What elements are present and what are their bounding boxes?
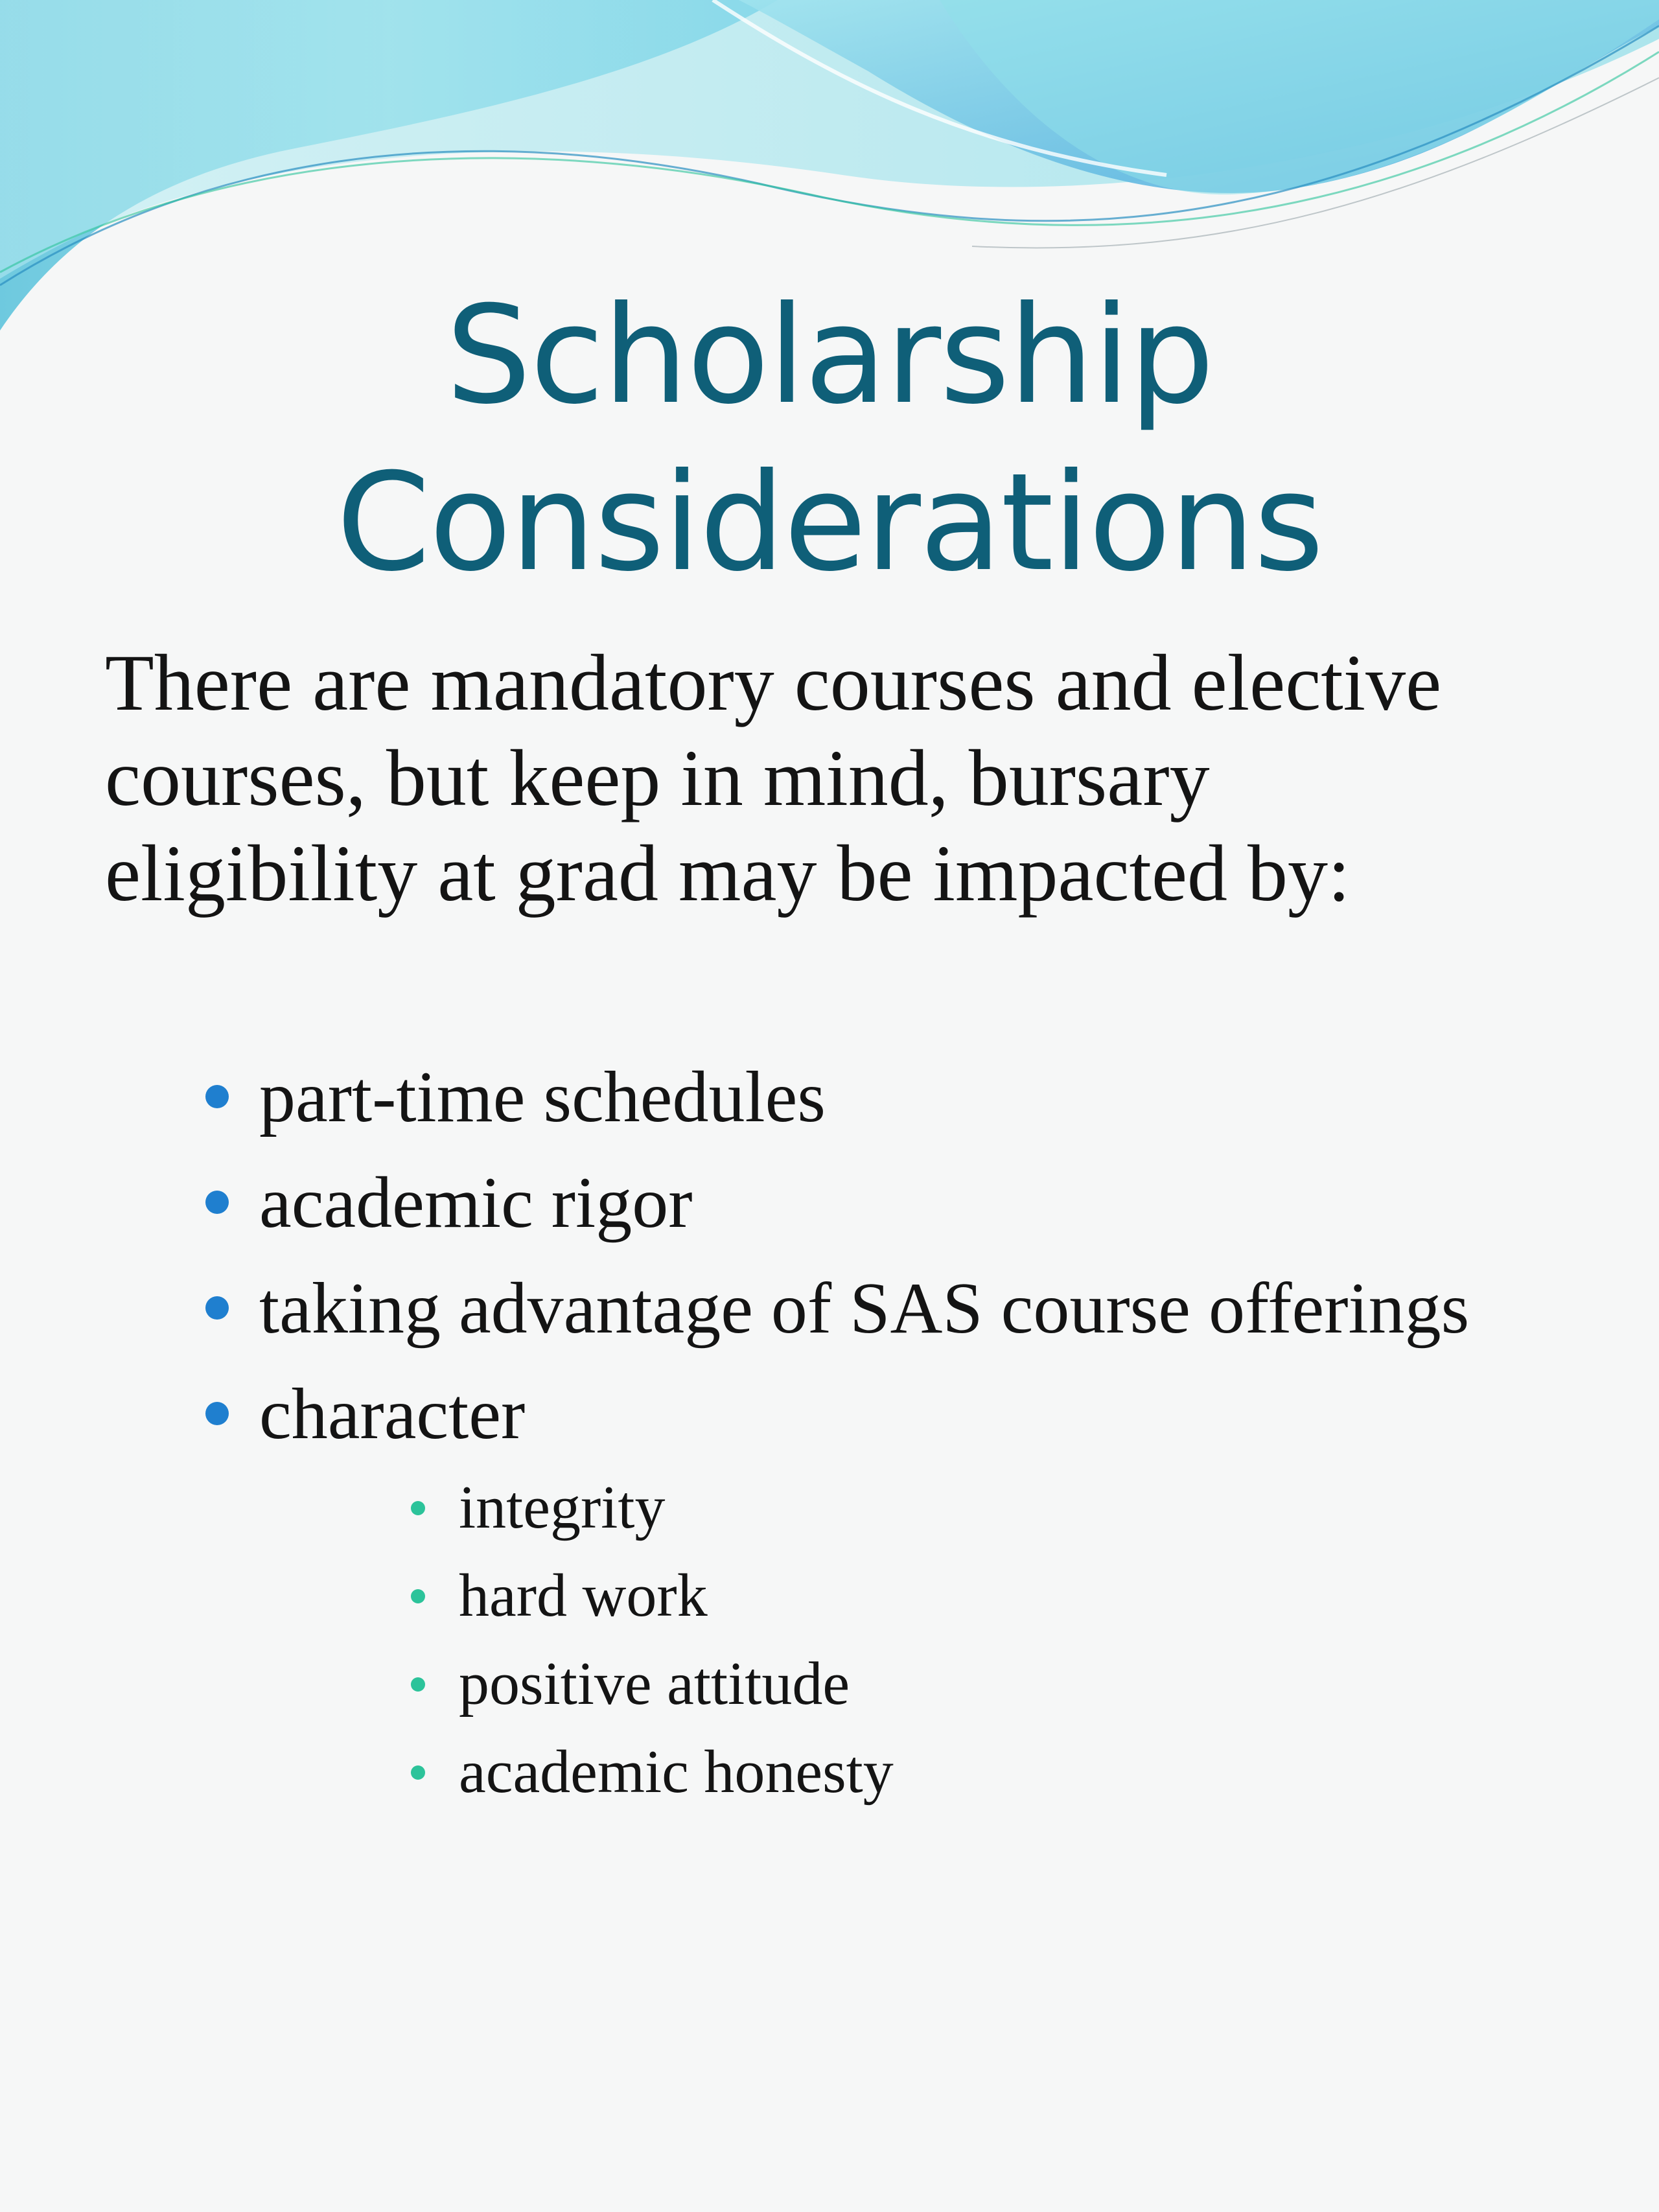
- sub-bullet-text: hard work: [459, 1562, 708, 1629]
- bullet-text: character: [259, 1374, 526, 1454]
- sub-bullet-dot-icon: [411, 1765, 425, 1780]
- intro-line: eligibility at grad may be impacted by:: [105, 829, 1351, 918]
- bullet-dot-icon: [205, 1402, 229, 1425]
- bullet-item: [204, 1150, 1469, 1256]
- sub-bullet-dot-icon: [411, 1677, 425, 1692]
- sub-bullet-dot-icon: [411, 1501, 425, 1515]
- sub-bullet-dot-icon: [411, 1589, 425, 1603]
- slide-title: [0, 272, 1659, 607]
- sub-bullet-text: positive attitude: [459, 1650, 850, 1717]
- sub-bullet-text: academic honesty: [459, 1738, 894, 1806]
- sub-bullet-item: [406, 1728, 894, 1816]
- intro-line: There are mandatory courses and elective: [105, 638, 1442, 727]
- slide-title-line: Scholarship: [445, 277, 1214, 434]
- bullet-item: [204, 1256, 1469, 1362]
- bullet-list: [204, 1045, 1469, 1467]
- bullet-item: [204, 1045, 1469, 1150]
- sub-bullet-item: [406, 1640, 894, 1728]
- slide-title-line: Considerations: [336, 445, 1323, 601]
- bullet-dot-icon: [205, 1085, 229, 1108]
- bullet-dot-icon: [205, 1296, 229, 1320]
- bullet-text: part-time schedules: [259, 1057, 826, 1137]
- sub-bullet-list: [406, 1463, 894, 1816]
- bullet-text: academic rigor: [259, 1163, 693, 1243]
- bullet-item: [204, 1362, 1469, 1467]
- intro-paragraph: [105, 635, 1595, 921]
- intro-line: courses, but keep in mind, bursary: [105, 734, 1210, 822]
- bullet-dot-icon: [205, 1191, 229, 1214]
- sub-bullet-item: [406, 1552, 894, 1640]
- sub-bullet-text: integrity: [459, 1474, 666, 1541]
- bullet-text: taking advantage of SAS course offerings: [259, 1268, 1470, 1349]
- sub-bullet-item: [406, 1463, 894, 1552]
